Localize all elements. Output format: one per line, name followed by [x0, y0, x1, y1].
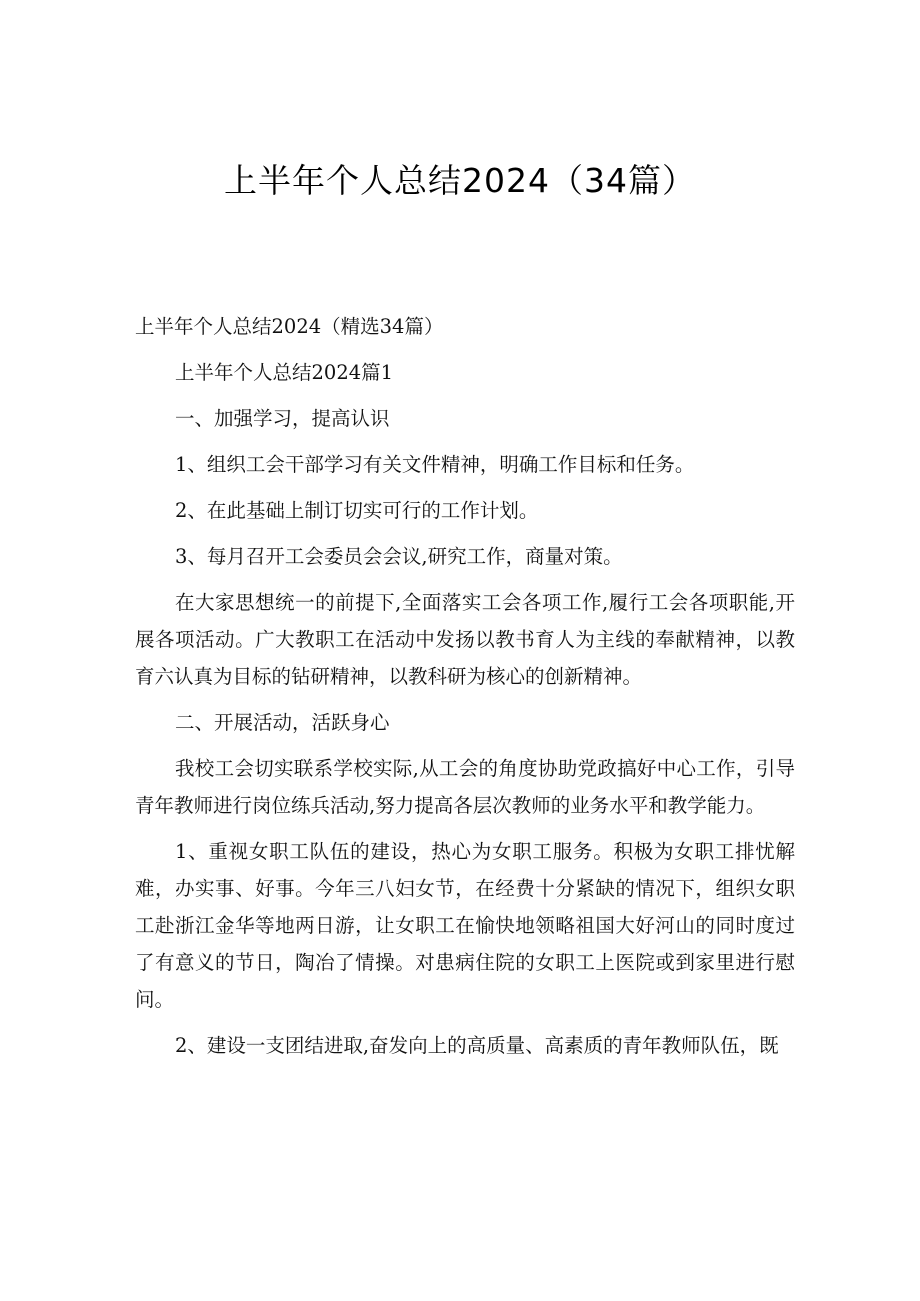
paragraph-item: 3、每月召开工会委员会会议,研究工作，商量对策。: [175, 545, 623, 568]
paragraph-item: 1、组织工会干部学习有关文件精神，明确工作目标和任务。: [175, 453, 695, 476]
paragraph-subtitle: 上半年个人总结2024（精选34篇）: [135, 315, 444, 338]
paragraph-heading-1: 一、加强学习，提高认识: [175, 407, 390, 430]
paragraph-item: 1、重视女职工队伍的建设，热心为女职工服务。积极为女职工排忧解难，办实事、好事。今年三八妇女节，在经费十分紧缺的情况下，组织女职工赴浙江金华等地两日游，让女职工在愉快地领略祖国大好河山的同时度过了有意义的节日，陶冶了情操。对患病住院的女职工上医院或到家里进行慰问。: [135, 840, 795, 1011]
paragraph-heading-2: 二、开展活动，活跃身心: [175, 711, 390, 734]
paragraph-section-heading: 上半年个人总结2024篇1: [175, 361, 394, 384]
document-body: [135, 308, 795, 1073]
paragraph-item: 2、建设一支团结进取,奋发向上的高质量、高素质的青年教师队伍，既: [175, 1034, 779, 1057]
paragraph-body: 在大家思想统一的前提下,全面落实工会各项工作,履行工会各项职能,开展各项活动。广大教职工在活动中发扬以教书育人为主线的奉献精神，以教育六认真为目标的钻研精神，以教科研为核心的创新精神。: [135, 591, 795, 688]
paragraph-item: 2、在此基础上制订切实可行的工作计划。: [175, 499, 539, 522]
document-title: 上半年个人总结2024（34篇）: [224, 161, 696, 200]
paragraph-body: 我校工会切实联系学校实际,从工会的角度协助党政搞好中心工作，引导青年教师进行岗位练兵活动,努力提高各层次教师的业务水平和教学能力。: [135, 757, 795, 817]
